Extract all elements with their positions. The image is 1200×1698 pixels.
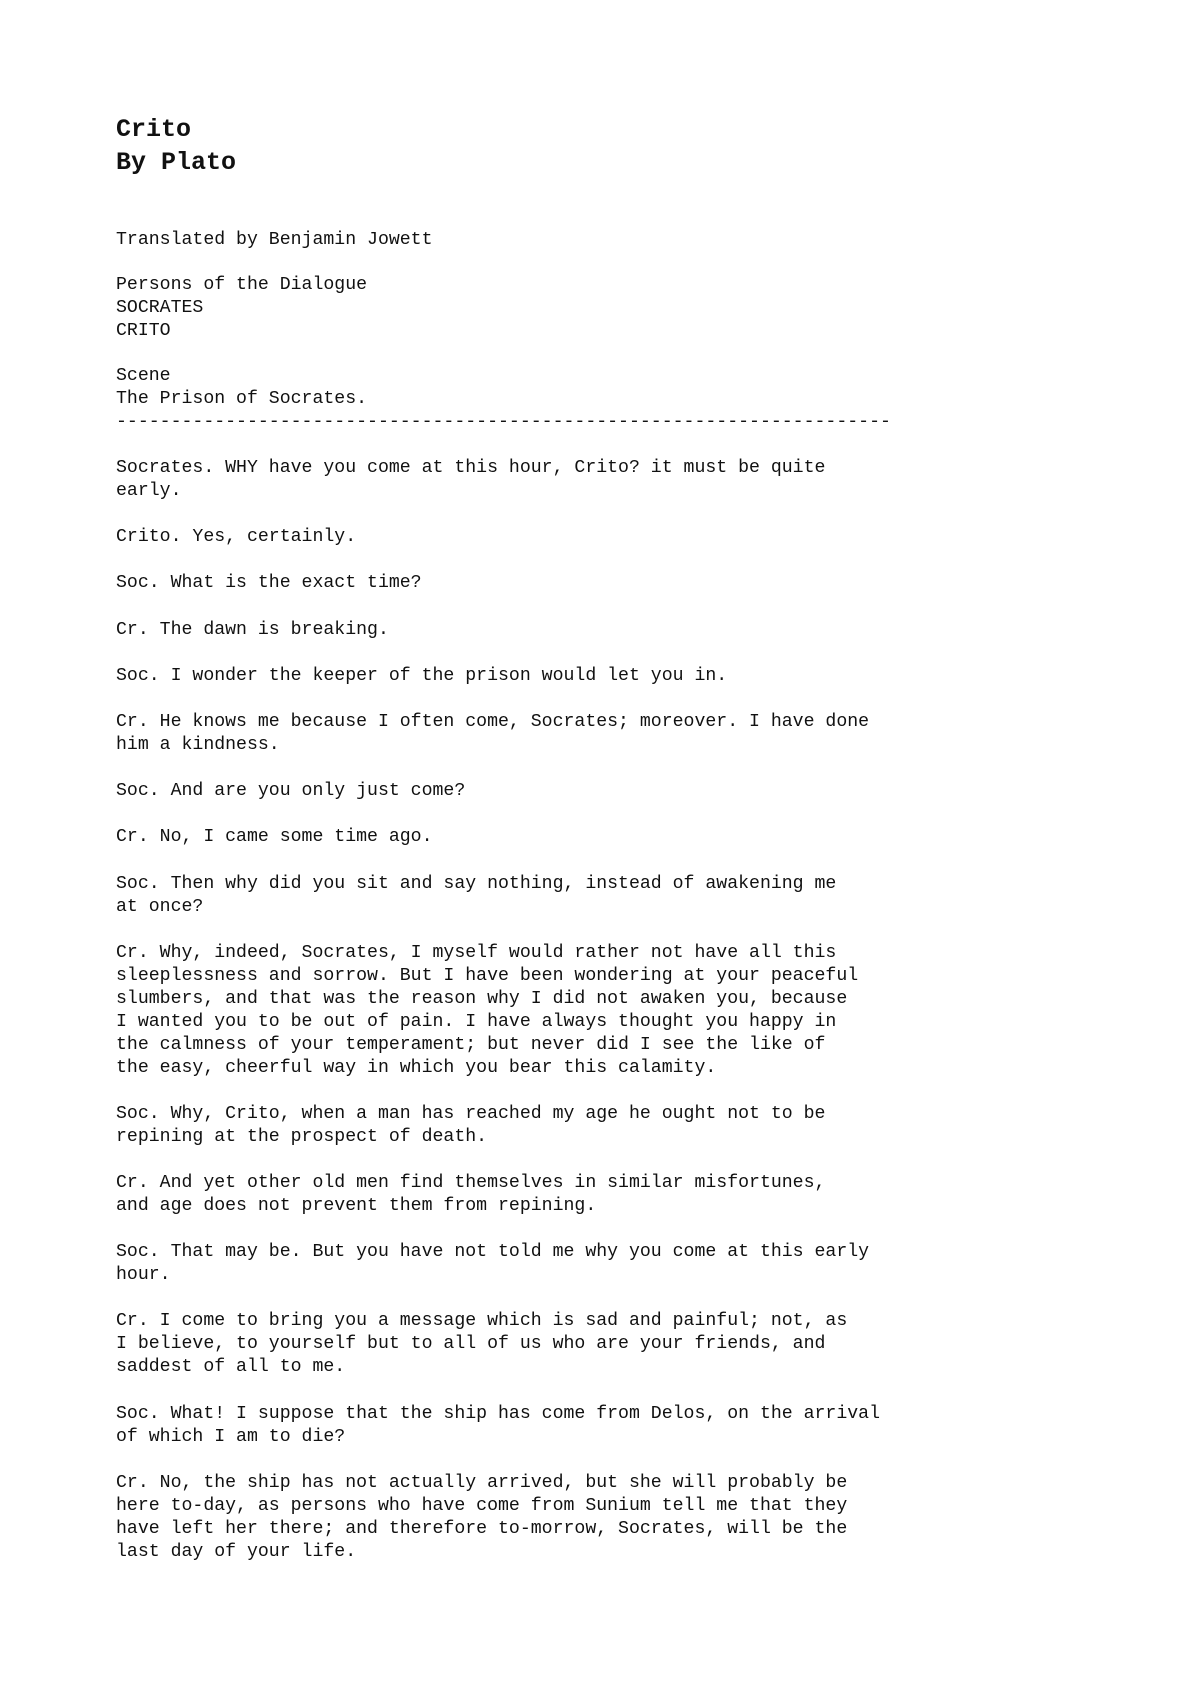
dialogue-line: have left her there; and therefore to-morrow, Socrates, will be the [116,1518,848,1539]
dialogue-line: Soc. That may be. But you have not told me why you come at this early [116,1242,870,1263]
dialogue-line: Socrates. WHY have you come at this hour, Crito? it must be quite [116,458,826,478]
dialogue-paragraph [116,457,1116,503]
dialogue-line: Soc. What! I suppose that the ship has come from Delos, on the arrival [116,1403,880,1424]
dialogue-paragraph [116,1172,1116,1218]
dialogue-line: Soc. I wonder the keeper of the prison would let you in. [116,665,728,686]
dialogue-line: slumbers, and that was the reason why I did not awaken you, because [116,988,848,1009]
dialogue-paragraph [116,942,1116,1080]
dialogue-line: sleeplessness and sorrow. But I have been wondering at your peaceful [116,965,859,986]
dialogue-paragraph [116,711,1116,757]
dialogue-line: the easy, cheerful way in which you bear this calamity. [116,1057,717,1078]
dialogue-paragraph [116,1103,1116,1149]
dialogue-line: Cr. And yet other old men find themselves in similar misfortunes, [116,1173,826,1194]
dialogue-line: Soc. And are you only just come? [116,781,466,802]
dialogue-line: Cr. No, I came some time ago. [116,827,433,848]
dialogue-paragraph [116,780,1116,803]
dialogue-line: at once? [116,896,204,917]
dialogue-paragraph [116,572,1116,595]
dialogue-line: Soc. Then why did you sit and say nothing, instead of awakening me [116,873,837,894]
person-crito: CRITO [116,321,171,341]
dialogue-line: repining at the prospect of death. [116,1126,488,1147]
dialogue-paragraph [116,1241,1116,1287]
person-socrates: SOCRATES [116,298,204,318]
dialogue-line: and age does not prevent them from repining. [116,1196,597,1217]
scene-description: The Prison of Socrates. [116,389,368,409]
document-body [116,113,1116,1587]
dialogue-line: saddest of all to me. [116,1357,346,1378]
dialogue-line: him a kindness. [116,734,280,755]
dialogue-line: Soc. Why, Crito, when a man has reached my age he ought not to be [116,1103,826,1124]
dialogue-line: last day of your life. [116,1541,357,1562]
title-spacer [116,179,1116,229]
dialogue-line: I wanted you to be out of pain. I have always thought you happy in [116,1011,837,1032]
dialogue-paragraph [116,619,1116,642]
persons-section [116,274,1116,343]
dialogue-line: I believe, to yourself but to all of us who are your friends, and [116,1334,826,1355]
dialogue-line: of which I am to die? [116,1426,346,1447]
dialogue-line: Cr. No, the ship has not actually arrived, but she will probably be [116,1472,848,1493]
scene-section [116,365,1116,434]
dialogue-line: the calmness of your temperament; but never did I see the like of [116,1034,826,1055]
dialogue-line: hour. [116,1265,171,1286]
dialogue-line: Soc. What is the exact time? [116,573,422,594]
scene-heading: Scene [116,366,171,386]
translator-section [116,229,1116,252]
dialogue-line: Cr. He knows me because I often come, Socrates; moreover. I have done [116,711,870,732]
dialogue-paragraph [116,1403,1116,1449]
dialogue-line: here to-day, as persons who have come from Sunium tell me that they [116,1495,848,1516]
persons-heading: Persons of the Dialogue [116,275,368,295]
dialogue-paragraph [116,826,1116,849]
dialogue [116,457,1116,1564]
dialogue-paragraph [116,873,1116,919]
dialogue-paragraph [116,1472,1116,1564]
separator-rule: ----------------------------------------------------------------------- [116,412,891,432]
dialogue-line: Cr. I come to bring you a message which is sad and painful; not, as [116,1311,848,1332]
dialogue-line: Crito. Yes, certainly. [116,527,357,548]
dialogue-line: Cr. Why, indeed, Socrates, I myself would rather not have all this [116,942,837,963]
dialogue-paragraph [116,665,1116,688]
translator-line: Translated by Benjamin Jowett [116,230,433,250]
document-author: By Plato [116,148,237,177]
dialogue-line: Cr. The dawn is breaking. [116,619,389,640]
dialogue-line: early. [116,481,182,501]
document-title: Crito [116,115,192,144]
dialogue-paragraph [116,1310,1116,1379]
dialogue-paragraph [116,526,1116,549]
